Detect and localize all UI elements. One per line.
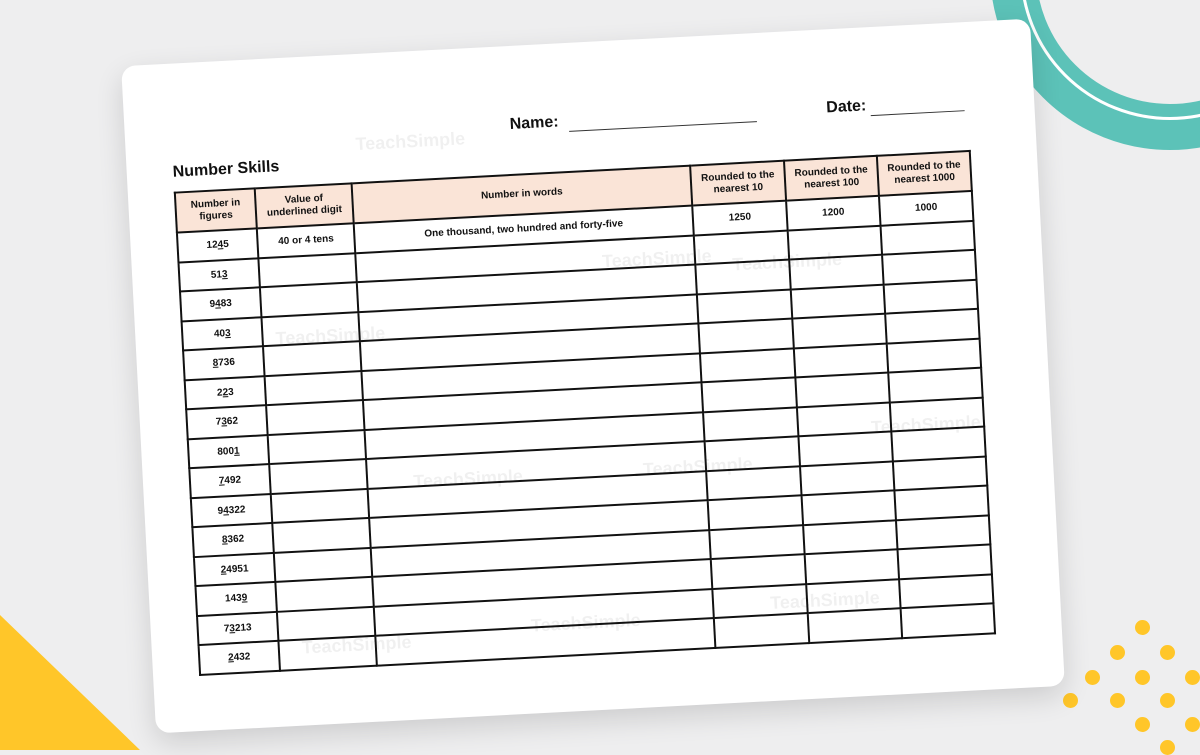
watermark: TeachSimple: [731, 248, 843, 275]
number-suffix: 736: [217, 356, 236, 369]
worksheet-card: [121, 19, 1065, 734]
underlined-digit: 9: [241, 592, 248, 604]
underlined-digit: 3: [221, 268, 228, 281]
table-body: [177, 191, 995, 675]
number-prefix: 40: [213, 327, 226, 340]
number-skills-table: [174, 150, 996, 676]
number-in-figures-cell: [189, 464, 270, 498]
underlined-digit: 4: [217, 239, 224, 251]
decorative-dot-grid: [1060, 615, 1200, 750]
number-in-figures-cell: [195, 582, 276, 616]
date-field-line[interactable]: [871, 110, 965, 116]
underlined-digit: 2: [222, 386, 229, 399]
watermark: TeachSimple: [530, 609, 642, 636]
column-header-figures: Number in figures: [175, 188, 257, 232]
rounded-10-cell[interactable]: [714, 613, 809, 647]
number-suffix: 432: [233, 651, 251, 664]
number-in-words-cell[interactable]: One thousand, two hundred and forty-five: [354, 206, 694, 253]
rounded-100-cell[interactable]: [808, 608, 902, 642]
number-prefix: 12: [206, 239, 218, 252]
number-prefix: 143: [224, 592, 243, 605]
rounded-1000-cell[interactable]: 1000: [879, 191, 973, 225]
watermark: TeachSimple: [275, 322, 386, 349]
underlined-digit: 2: [220, 564, 227, 576]
underlined-digit: 4: [222, 505, 230, 517]
watermark: TeachSimple: [601, 245, 713, 272]
number-in-figures-cell: [192, 523, 273, 557]
number-suffix: 362: [227, 533, 245, 546]
rounded-10-cell[interactable]: 1250: [692, 201, 787, 235]
number-in-figures-cell: [178, 258, 259, 292]
watermark: TeachSimple: [355, 128, 466, 155]
number-prefix: 2: [216, 387, 223, 399]
number-in-figures-cell: [185, 376, 266, 410]
rounded-1000-cell[interactable]: [901, 603, 995, 637]
number-in-figures-cell: [199, 641, 280, 675]
column-header-words: Number in words: [352, 166, 693, 224]
column-header-underlined-value: Value of underlined digit: [255, 183, 354, 228]
number-prefix: 9: [209, 298, 216, 311]
underlined-digit: 7: [218, 475, 225, 487]
number-in-figures-cell: [188, 435, 269, 469]
underlined-digit: 4: [214, 298, 222, 310]
decorative-yellow-triangle: [0, 615, 140, 750]
number-suffix: 83: [220, 298, 233, 310]
number-in-figures-cell: [177, 228, 258, 262]
underlined-digit: 3: [221, 416, 228, 428]
number-prefix: 800: [217, 445, 235, 458]
underlined-digit: 1: [233, 445, 240, 457]
number-in-figures-cell: [182, 317, 263, 351]
watermark: TeachSimple: [412, 465, 524, 492]
worksheet-title: Number Skills: [172, 158, 280, 181]
underlined-value-cell[interactable]: 40 or 4 tens: [257, 223, 355, 258]
column-header-round-1000: Rounded to the nearest 1000: [877, 151, 972, 196]
number-in-figures-cell: [197, 611, 278, 645]
number-suffix: 5: [222, 239, 230, 251]
number-suffix: 4951: [226, 563, 249, 576]
underlined-value-cell[interactable]: [278, 636, 376, 671]
watermark: TeachSimple: [870, 411, 982, 438]
watermark: TeachSimple: [301, 631, 412, 658]
rounded-100-cell[interactable]: 1200: [786, 196, 880, 230]
watermark: TeachSimple: [769, 587, 881, 614]
name-label: Name:: [509, 113, 560, 134]
underlined-digit: 8: [221, 534, 228, 546]
underlined-digit: 8: [212, 357, 219, 370]
underlined-digit: 2: [227, 652, 234, 664]
number-prefix: 7: [223, 623, 230, 635]
underlined-digit: 3: [224, 327, 231, 339]
column-header-round-100: Rounded to the nearest 100: [784, 156, 879, 201]
number-prefix: 51: [210, 269, 223, 281]
underlined-digit: 3: [229, 622, 236, 635]
number-suffix: 492: [224, 474, 242, 487]
column-header-round-10: Rounded to the nearest 10: [690, 161, 786, 206]
number-prefix: 9: [217, 505, 224, 517]
number-suffix: 3: [227, 386, 234, 398]
number-prefix: 7: [215, 416, 222, 429]
name-field-line[interactable]: [569, 121, 757, 132]
date-label: Date:: [825, 97, 867, 117]
number-in-figures-cell: [183, 346, 264, 380]
number-in-figures-cell: [194, 552, 275, 586]
number-suffix: 322: [228, 504, 246, 516]
number-in-figures-cell: [180, 287, 261, 321]
number-suffix: 213: [234, 621, 252, 634]
number-in-figures-cell: [191, 494, 272, 528]
number-in-figures-cell: [186, 405, 267, 439]
watermark: TeachSimple: [642, 453, 754, 480]
number-suffix: 62: [226, 415, 239, 428]
